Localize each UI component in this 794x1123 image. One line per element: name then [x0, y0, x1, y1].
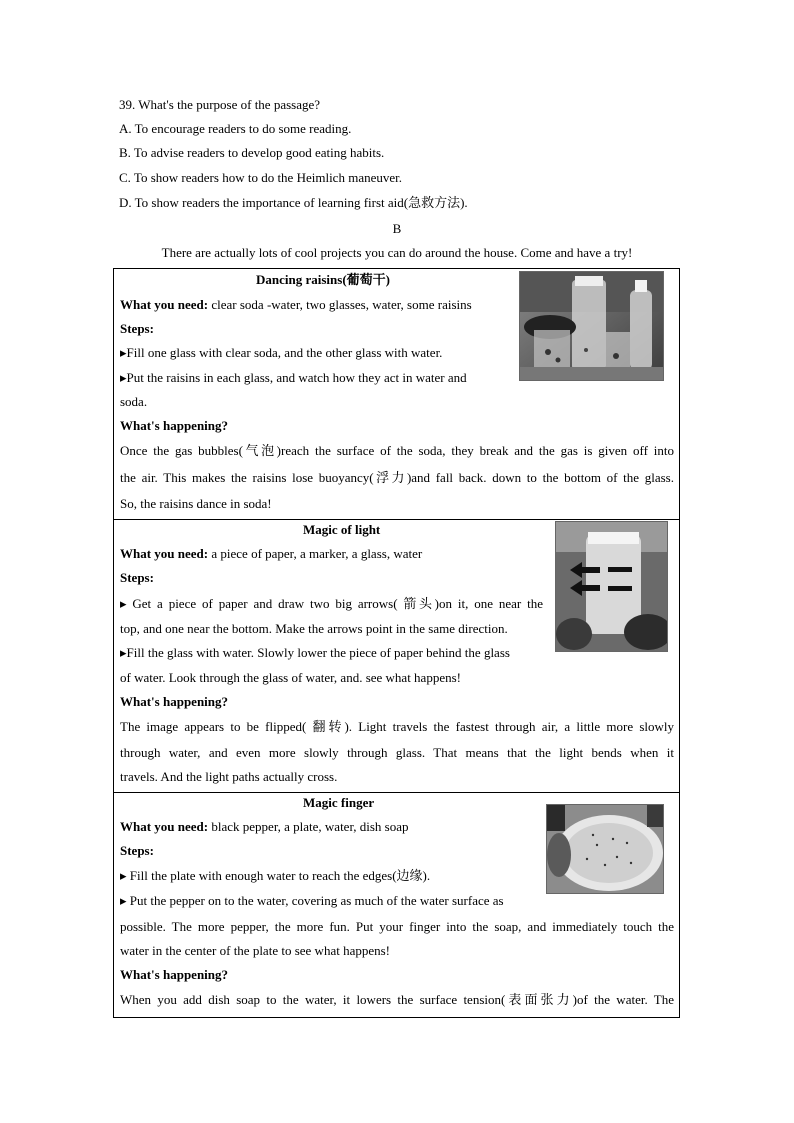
project-title: Magic finger — [303, 795, 375, 810]
step-line: ▸ Fill the plate with enough water to reach the edges(边缘). — [120, 868, 431, 883]
what-you-need: What you need: clear soda -water, two glasses, water, some raisins — [120, 297, 472, 312]
steps-label: Steps: — [120, 570, 154, 585]
pepper-plate-photo — [546, 804, 664, 894]
glass-arrows-photo — [555, 521, 668, 652]
option-d: D. To show readers the importance of learning first aid(急救方法). — [119, 195, 468, 210]
question-stem: 39. What's the purpose of the passage? — [119, 97, 321, 112]
step-line: soda. — [120, 394, 148, 409]
step-line: ▸Fill one glass with clear soda, and the other glass with water. — [120, 345, 443, 360]
step-line: water in the center of the plate to see what happens! — [120, 943, 390, 958]
whats-happening-label: What's happening? — [120, 967, 229, 982]
what-you-need: What you need: a piece of paper, a marker, a glass, water — [120, 546, 423, 561]
project-box-magic-of-light — [113, 519, 680, 793]
whats-happening-label: What's happening? — [120, 418, 229, 433]
step-line: ▸ Put the pepper on to the water, covering as much of the water surface as — [120, 893, 504, 908]
option-a: A. To encourage readers to do some reading. — [119, 121, 352, 136]
step-line: top, and one near the bottom. Make the arrows point in the same direction. — [120, 621, 508, 636]
happening-line: The image appears to be flipped( 翻转). Light travels the fastest through air, a little more slowly — [120, 719, 674, 734]
option-b: B. To advise readers to develop good eating habits. — [119, 145, 385, 160]
happening-line: So, the raisins dance in soda! — [120, 496, 272, 511]
step-line: ▸ Get a piece of paper and draw two big arrows( 箭头)on it, one near the — [120, 596, 543, 611]
section-letter: B — [392, 221, 402, 236]
project-box-dancing-raisins — [113, 268, 680, 520]
happening-line: When you add dish soap to the water, it lowers the surface tension(表面张力)of the water. The — [120, 992, 674, 1007]
project-box-magic-finger — [113, 792, 680, 1018]
happening-line: Once the gas bubbles(气泡)reach the surface of the soda, they break and the gas is given off into — [120, 443, 674, 458]
happening-line: travels. And the light paths actually cross. — [120, 769, 338, 784]
step-line: ▸Put the raisins in each glass, and watch how they act in water and — [120, 370, 467, 385]
section-intro: There are actually lots of cool projects you can do around the house. Come and have a try! — [161, 245, 633, 260]
happening-line: the air. This makes the raisins lose buoyancy(浮力)and fall back. down to the bottom of the glass. — [120, 470, 674, 485]
step-line: possible. The more pepper, the more fun. Put your finger into the soap, and immediately touch the — [120, 919, 674, 934]
step-line: of water. Look through the glass of water, and. see what happens! — [120, 670, 461, 685]
step-line: ▸Fill the glass with water. Slowly lower the piece of paper behind the glass — [120, 645, 510, 660]
steps-label: Steps: — [120, 843, 154, 858]
raisins-photo — [519, 271, 664, 381]
project-title: Magic of light — [303, 522, 381, 537]
happening-line: through water, and even more slowly through glass. That means that the light bends when it — [120, 745, 674, 760]
option-c: C. To show readers how to do the Heimlich maneuver. — [119, 170, 402, 185]
whats-happening-label: What's happening? — [120, 694, 229, 709]
steps-label: Steps: — [120, 321, 154, 336]
what-you-need: What you need: black pepper, a plate, water, dish soap — [120, 819, 409, 834]
project-title: Dancing raisins(葡萄干) — [256, 272, 390, 287]
